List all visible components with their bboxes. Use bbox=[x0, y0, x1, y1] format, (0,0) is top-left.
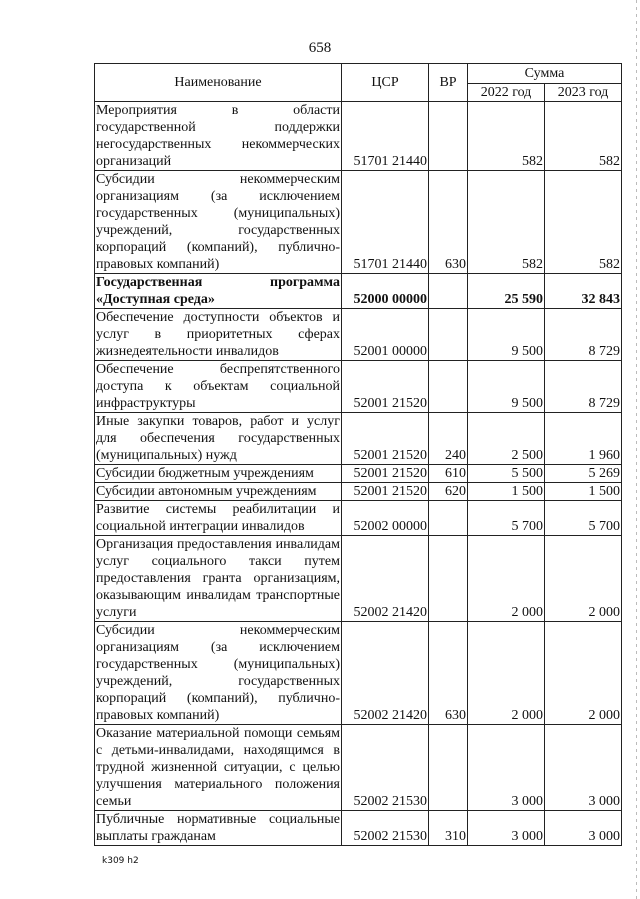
table-row bbox=[95, 274, 622, 309]
row-sum-2022: 25 590 bbox=[468, 274, 545, 309]
row-sum-2023: 1 500 bbox=[545, 483, 622, 501]
row-name: Субсидии некоммерческим организациям (за исключением государственных (муниципальных) учреждений, государственных корпораций (компаний), публично-правовых компаний) bbox=[96, 623, 340, 723]
row-sum-2022: 9 500 bbox=[468, 309, 545, 361]
header-vr: ВР bbox=[429, 64, 468, 102]
row-vr bbox=[429, 309, 468, 361]
row-sum-2022: 3 000 bbox=[468, 811, 545, 846]
table-row bbox=[95, 171, 622, 274]
row-sum-2022: 2 500 bbox=[468, 413, 545, 465]
row-sum-2023: 5 700 bbox=[545, 501, 622, 536]
row-vr bbox=[429, 274, 468, 309]
row-vr bbox=[429, 501, 468, 536]
row-name: Обеспечение беспрепятственного доступа к объектам социальной инфраструктуры bbox=[96, 362, 340, 411]
row-name: Государственная программа «Доступная среда» bbox=[96, 275, 340, 307]
row-vr: 620 bbox=[429, 483, 468, 501]
table-row bbox=[95, 102, 622, 171]
row-sum-2022: 9 500 bbox=[468, 361, 545, 413]
row-name: Иные закупки товаров, работ и услуг для обеспечения государственных (муниципальных) нужд bbox=[96, 414, 340, 463]
row-vr: 240 bbox=[429, 413, 468, 465]
table-row bbox=[95, 622, 622, 725]
row-sum-2023: 8 729 bbox=[545, 309, 622, 361]
row-sum-2023: 582 bbox=[545, 171, 622, 274]
row-sum-2022: 3 000 bbox=[468, 725, 545, 811]
row-sum-2023: 5 269 bbox=[545, 465, 622, 483]
row-sum-2022: 1 500 bbox=[468, 483, 545, 501]
row-sum-2023: 2 000 bbox=[545, 622, 622, 725]
row-csr: 52001 21520 bbox=[342, 361, 429, 413]
row-csr: 52000 00000 bbox=[342, 274, 429, 309]
table-row bbox=[95, 309, 622, 361]
row-vr bbox=[429, 536, 468, 622]
row-csr: 52001 21520 bbox=[342, 413, 429, 465]
table-row bbox=[95, 811, 622, 846]
row-sum-2023: 32 843 bbox=[545, 274, 622, 309]
table-row bbox=[95, 536, 622, 622]
header-csr: ЦСР bbox=[342, 64, 429, 102]
row-vr bbox=[429, 361, 468, 413]
table-row bbox=[95, 501, 622, 536]
row-csr: 52001 21520 bbox=[342, 483, 429, 501]
row-csr: 52001 00000 bbox=[342, 309, 429, 361]
row-sum-2022: 582 bbox=[468, 102, 545, 171]
row-csr: 52001 21520 bbox=[342, 465, 429, 483]
row-vr: 630 bbox=[429, 622, 468, 725]
row-sum-2022: 2 000 bbox=[468, 622, 545, 725]
table-row bbox=[95, 465, 622, 483]
footer-code: k309 h2 bbox=[102, 856, 139, 866]
row-sum-2023: 2 000 bbox=[545, 536, 622, 622]
row-vr: 610 bbox=[429, 465, 468, 483]
row-vr: 310 bbox=[429, 811, 468, 846]
row-sum-2023: 1 960 bbox=[545, 413, 622, 465]
row-vr: 630 bbox=[429, 171, 468, 274]
row-sum-2022: 2 000 bbox=[468, 536, 545, 622]
row-name: Субсидии некоммерческим организациям (за исключением государственных (муниципальных) учреждений, государственных корпораций (компаний), публично-правовых компаний) bbox=[96, 172, 340, 272]
row-name: Оказание материальной помощи семьям с детьми-инвалидами, находящимся в трудной жизненной ситуации, с целью улучшения материального положения семьи bbox=[96, 726, 340, 809]
row-name: Обеспечение доступности объектов и услуг в приоритетных сферах жизнедеятельности инвалидов bbox=[96, 310, 340, 359]
row-csr: 52002 21530 bbox=[342, 725, 429, 811]
header-name: Наименование bbox=[95, 64, 342, 102]
header-year-2023: 2023 год bbox=[545, 84, 622, 102]
table-row bbox=[95, 361, 622, 413]
row-vr bbox=[429, 725, 468, 811]
row-sum-2022: 582 bbox=[468, 171, 545, 274]
row-name: Публичные нормативные социальные выплаты гражданам bbox=[96, 812, 340, 844]
table-row bbox=[95, 725, 622, 811]
row-name: Развитие системы реабилитации и социальной интеграции инвалидов bbox=[96, 502, 340, 534]
row-sum-2022: 5 700 bbox=[468, 501, 545, 536]
row-name: Мероприятия в области государственной поддержки негосударственных некоммерческих организаций bbox=[96, 103, 340, 169]
table-row bbox=[95, 413, 622, 465]
budget-table bbox=[94, 63, 622, 846]
row-sum-2023: 3 000 bbox=[545, 811, 622, 846]
row-csr: 52002 21420 bbox=[342, 622, 429, 725]
row-csr: 52002 21530 bbox=[342, 811, 429, 846]
row-vr bbox=[429, 102, 468, 171]
row-sum-2023: 582 bbox=[545, 102, 622, 171]
row-csr: 51701 21440 bbox=[342, 102, 429, 171]
row-csr: 51701 21440 bbox=[342, 171, 429, 274]
table-row bbox=[95, 483, 622, 501]
row-sum-2023: 8 729 bbox=[545, 361, 622, 413]
header-sum: Сумма bbox=[468, 64, 622, 84]
header-year-2022: 2022 год bbox=[468, 84, 545, 102]
scan-edge bbox=[636, 0, 637, 899]
row-name: Субсидии автономным учреждениям bbox=[95, 483, 342, 501]
row-sum-2022: 5 500 bbox=[468, 465, 545, 483]
row-csr: 52002 21420 bbox=[342, 536, 429, 622]
row-name: Организация предоставления инвалидам услуг социального такси путем предоставления гранта организациям, оказывающим инвалидам транспортные услуги bbox=[96, 537, 340, 620]
row-csr: 52002 00000 bbox=[342, 501, 429, 536]
row-sum-2023: 3 000 bbox=[545, 725, 622, 811]
page-number: 658 bbox=[308, 40, 332, 56]
row-name: Субсидии бюджетным учреждениям bbox=[95, 465, 342, 483]
